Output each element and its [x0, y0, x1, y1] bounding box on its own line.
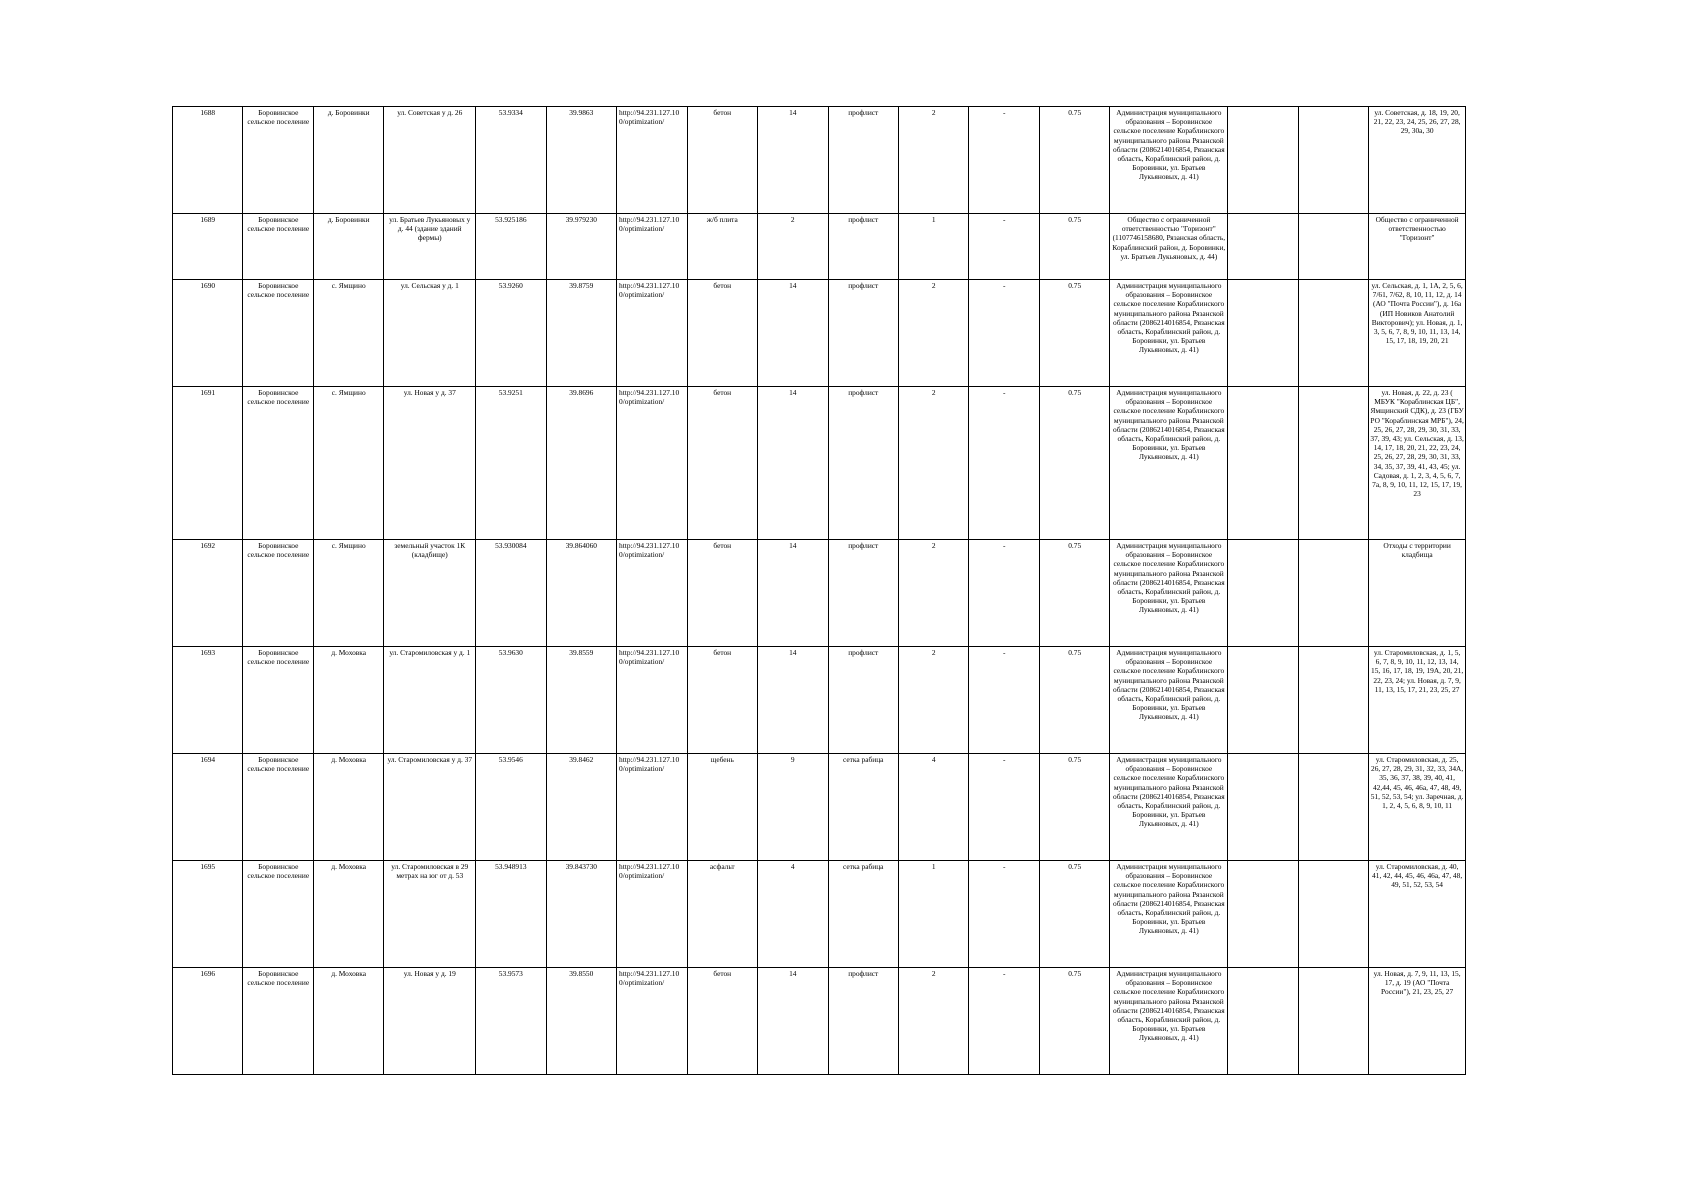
container-volume-cell: 0.75 [1039, 647, 1109, 754]
owner-cell: Администрация муниципального образования – Боровинское сельское поселение Кораблинского муниципального района Рязанской области (2086214016854, Рязанская область, Кораблинский район, д. Боровинки, ул. Братьев Лукьяновых, д. 41) [1110, 280, 1228, 387]
row-number-cell: 1692 [173, 540, 243, 647]
containers-count-cell: 4 [898, 754, 968, 861]
fence-cell: профлист [828, 107, 898, 214]
locality-cell: с. Ямщино [313, 387, 383, 540]
bunkers-count-cell: - [969, 387, 1039, 540]
map-link-cell[interactable]: http://94.231.127.10 0/optimization/ [617, 754, 687, 861]
row-number-cell: 1695 [173, 861, 243, 968]
address-cell: ул. Новая у д. 37 [384, 387, 476, 540]
empty-cell [1228, 540, 1298, 647]
latitude-cell: 53.9334 [476, 107, 546, 214]
locality-cell: д. Моховка [313, 968, 383, 1075]
bunkers-count-cell: - [969, 280, 1039, 387]
owner-cell: Администрация муниципального образования – Боровинское сельское поселение Кораблинского муниципального района Рязанской области (2086214016854, Рязанская область, Кораблинский район, д. Боровинки, ул. Братьев Лукьяновых, д. 41) [1110, 387, 1228, 540]
settlement-cell: Боровинское сельское поселение [243, 280, 313, 387]
fence-cell: профлист [828, 214, 898, 280]
owner-cell: Администрация муниципального образования – Боровинское сельское поселение Кораблинского муниципального района Рязанской области (2086214016854, Рязанская область, Кораблинский район, д. Боровинки, ул. Братьев Лукьяновых, д. 41) [1110, 647, 1228, 754]
area-cell: 2 [758, 214, 828, 280]
latitude-cell: 53.9546 [476, 754, 546, 861]
area-cell: 14 [758, 387, 828, 540]
container-volume-cell: 0.75 [1039, 968, 1109, 1075]
bunkers-count-cell: - [969, 647, 1039, 754]
surface-cell: щебень [687, 754, 757, 861]
fence-cell: профлист [828, 540, 898, 647]
settlement-cell: Боровинское сельское поселение [243, 861, 313, 968]
row-number-cell: 1688 [173, 107, 243, 214]
container-volume-cell: 0.75 [1039, 214, 1109, 280]
surface-cell: бетон [687, 107, 757, 214]
map-link-cell[interactable]: http://94.231.127.10 0/optimization/ [617, 647, 687, 754]
waste-sources-cell: ул. Старомиловская, д. 25, 26, 27, 28, 29, 31, 32, 33, 34А, 35, 36, 37, 38, 39, 40, 41, 42,44, 45, 46, 46а, 47, 48, 49, 51, 52, 53, 54; ул. Заречная, д. 1, 2, 4, 5, 6, 8, 9, 10, 11 [1369, 754, 1466, 861]
empty-cell [1228, 387, 1298, 540]
empty-cell [1298, 280, 1368, 387]
locality-cell: д. Моховка [313, 861, 383, 968]
address-cell: ул. Братьев Лукьяновых у д. 44 (здание зданий фермы) [384, 214, 476, 280]
owner-cell: Общество с ограниченной ответственностью "Горизонт" (1107746158680, Рязанская область, Кораблинский район, д. Боровинки, ул. Братьев Лукьяновых, д. 44) [1110, 214, 1228, 280]
registry-body [173, 107, 1466, 1075]
settlement-cell: Боровинское сельское поселение [243, 387, 313, 540]
longitude-cell: 39.8759 [546, 280, 616, 387]
address-cell: ул. Сельская у д. 1 [384, 280, 476, 387]
table-row [173, 540, 1466, 647]
map-link-cell[interactable]: http://94.231.127.10 0/optimization/ [617, 280, 687, 387]
locality-cell: д. Моховка [313, 754, 383, 861]
area-cell: 14 [758, 540, 828, 647]
container-volume-cell: 0.75 [1039, 280, 1109, 387]
table-row [173, 387, 1466, 540]
address-cell: ул. Старомиловская в 29 метрах на юг от д. 53 [384, 861, 476, 968]
map-link-cell[interactable]: http://94.231.127.10 0/optimization/ [617, 387, 687, 540]
fence-cell: сетка рабица [828, 861, 898, 968]
address-cell: земельный участок 1К (кладбище) [384, 540, 476, 647]
address-cell: ул. Старомиловская у д. 1 [384, 647, 476, 754]
surface-cell: ж/б плита [687, 214, 757, 280]
area-cell: 14 [758, 107, 828, 214]
container-volume-cell: 0.75 [1039, 107, 1109, 214]
containers-count-cell: 1 [898, 214, 968, 280]
container-volume-cell: 0.75 [1039, 540, 1109, 647]
locality-cell: д. Моховка [313, 647, 383, 754]
empty-cell [1298, 214, 1368, 280]
containers-count-cell: 2 [898, 647, 968, 754]
area-cell: 14 [758, 280, 828, 387]
longitude-cell: 39.8462 [546, 754, 616, 861]
locality-cell: с. Ямщино [313, 540, 383, 647]
longitude-cell: 39.864060 [546, 540, 616, 647]
row-number-cell: 1696 [173, 968, 243, 1075]
locality-cell: д. Боровинки [313, 214, 383, 280]
settlement-cell: Боровинское сельское поселение [243, 107, 313, 214]
fence-cell: профлист [828, 280, 898, 387]
longitude-cell: 39.8559 [546, 647, 616, 754]
empty-cell [1228, 107, 1298, 214]
container-volume-cell: 0.75 [1039, 861, 1109, 968]
fence-cell: профлист [828, 647, 898, 754]
bunkers-count-cell: - [969, 107, 1039, 214]
address-cell: ул. Советская у д. 26 [384, 107, 476, 214]
empty-cell [1298, 968, 1368, 1075]
settlement-cell: Боровинское сельское поселение [243, 647, 313, 754]
surface-cell: бетон [687, 647, 757, 754]
latitude-cell: 53.9251 [476, 387, 546, 540]
containers-count-cell: 1 [898, 861, 968, 968]
owner-cell: Администрация муниципального образования – Боровинское сельское поселение Кораблинского муниципального района Рязанской области (2086214016854, Рязанская область, Кораблинский район, д. Боровинки, ул. Братьев Лукьяновых, д. 41) [1110, 861, 1228, 968]
waste-sources-cell: ул. Старомиловская, д. 1, 5, 6, 7, 8, 9, 10, 11, 12, 13, 14, 15, 16, 17, 18, 19, 19А, 20, 21, 22, 23, 24; ул. Новая, д. 7, 9, 11, 13, 15, 17, 21, 23, 25, 27 [1369, 647, 1466, 754]
table-row [173, 214, 1466, 280]
containers-count-cell: 2 [898, 540, 968, 647]
locality-cell: д. Боровинки [313, 107, 383, 214]
waste-sources-cell: ул. Новая, д. 7, 9, 11, 13, 15, 17, д. 19 (АО "Почта России"), 21, 23, 25, 27 [1369, 968, 1466, 1075]
bunkers-count-cell: - [969, 861, 1039, 968]
address-cell: ул. Новая у д. 19 [384, 968, 476, 1075]
latitude-cell: 53.9630 [476, 647, 546, 754]
fence-cell: сетка рабица [828, 754, 898, 861]
longitude-cell: 39.9863 [546, 107, 616, 214]
container-volume-cell: 0.75 [1039, 754, 1109, 861]
area-cell: 9 [758, 754, 828, 861]
row-number-cell: 1694 [173, 754, 243, 861]
waste-sources-cell: ул. Старомиловская, д. 40, 41, 42, 44, 45, 46, 46а, 47, 48, 49, 51, 52, 53, 54 [1369, 861, 1466, 968]
surface-cell: бетон [687, 280, 757, 387]
row-number-cell: 1693 [173, 647, 243, 754]
area-cell: 14 [758, 647, 828, 754]
map-link-cell[interactable]: http://94.231.127.10 0/optimization/ [617, 968, 687, 1075]
settlement-cell: Боровинское сельское поселение [243, 754, 313, 861]
settlement-cell: Боровинское сельское поселение [243, 968, 313, 1075]
surface-cell: бетон [687, 387, 757, 540]
settlement-cell: Боровинское сельское поселение [243, 540, 313, 647]
settlement-cell: Боровинское сельское поселение [243, 214, 313, 280]
row-number-cell: 1691 [173, 387, 243, 540]
owner-cell: Администрация муниципального образования – Боровинское сельское поселение Кораблинского муниципального района Рязанской области (2086214016854, Рязанская область, Кораблинский район, д. Боровинки, ул. Братьев Лукьяновых, д. 41) [1110, 968, 1228, 1075]
table-row [173, 280, 1466, 387]
area-cell: 4 [758, 861, 828, 968]
waste-sources-cell: Общество с ограниченной ответственностью "Горизонт" [1369, 214, 1466, 280]
empty-cell [1228, 861, 1298, 968]
area-cell: 14 [758, 968, 828, 1075]
empty-cell [1298, 754, 1368, 861]
empty-cell [1228, 968, 1298, 1075]
empty-cell [1298, 861, 1368, 968]
table-row [173, 647, 1466, 754]
surface-cell: асфальт [687, 861, 757, 968]
containers-count-cell: 2 [898, 968, 968, 1075]
fence-cell: профлист [828, 968, 898, 1075]
longitude-cell: 39.979230 [546, 214, 616, 280]
containers-count-cell: 2 [898, 107, 968, 214]
bunkers-count-cell: - [969, 540, 1039, 647]
map-link-cell[interactable]: http://94.231.127.10 0/optimization/ [617, 107, 687, 214]
latitude-cell: 53.948913 [476, 861, 546, 968]
waste-sources-cell: Отходы с территории кладбища [1369, 540, 1466, 647]
container-volume-cell: 0.75 [1039, 387, 1109, 540]
table-row [173, 968, 1466, 1075]
owner-cell: Администрация муниципального образования – Боровинское сельское поселение Кораблинского муниципального района Рязанской области (2086214016854, Рязанская область, Кораблинский район, д. Боровинки, ул. Братьев Лукьяновых, д. 41) [1110, 107, 1228, 214]
empty-cell [1228, 214, 1298, 280]
latitude-cell: 53.9260 [476, 280, 546, 387]
table-row [173, 861, 1466, 968]
latitude-cell: 53.925186 [476, 214, 546, 280]
waste-sources-cell: ул. Сельская, д. 1, 1А, 2, 5, 6, 7/61, 7/62, 8, 10, 11, 12, д. 14 (АО "Почта России"), д. 16а (ИП Новиков Анатолий Викторович); ул. Новая, д. 1, 3, 5, 6, 7, 8, 9, 10, 11, 13, 14, 15, 17, 18, 19, 20, 21 [1369, 280, 1466, 387]
surface-cell: бетон [687, 540, 757, 647]
locality-cell: с. Ямщино [313, 280, 383, 387]
owner-cell: Администрация муниципального образования – Боровинское сельское поселение Кораблинского муниципального района Рязанской области (2086214016854, Рязанская область, Кораблинский район, д. Боровинки, ул. Братьев Лукьяновых, д. 41) [1110, 540, 1228, 647]
waste-sources-cell: ул. Новая, д. 22, д. 23 ( МБУК "Кораблинская ЦБ", Ямщинский СДК), д. 23 (ГБУ РО "Кораблинская МРБ"), 24, 25, 26, 27, 28, 29, 30, 31, 33, 37, 39, 43; ул. Сельская, д. 13, 14, 17, 18, 20, 21, 22, 23, 24, 25, 26, 27, 28, 29, 30, 31, 33, 34, 35, 37, 39, 41, 43, 45; ул. Садовая, д. 1, 2, 3, 4, 5, 6, 7, 7а, 8, 9, 10, 11, 12, 15, 17, 19, 23 [1369, 387, 1466, 540]
empty-cell [1298, 647, 1368, 754]
fence-cell: профлист [828, 387, 898, 540]
surface-cell: бетон [687, 968, 757, 1075]
containers-count-cell: 2 [898, 387, 968, 540]
bunkers-count-cell: - [969, 968, 1039, 1075]
latitude-cell: 53.930084 [476, 540, 546, 647]
empty-cell [1298, 107, 1368, 214]
empty-cell [1228, 754, 1298, 861]
row-number-cell: 1690 [173, 280, 243, 387]
row-number-cell: 1689 [173, 214, 243, 280]
bunkers-count-cell: - [969, 754, 1039, 861]
latitude-cell: 53.9573 [476, 968, 546, 1075]
empty-cell [1298, 540, 1368, 647]
bunkers-count-cell: - [969, 214, 1039, 280]
map-link-cell[interactable]: http://94.231.127.10 0/optimization/ [617, 540, 687, 647]
empty-cell [1298, 387, 1368, 540]
empty-cell [1228, 280, 1298, 387]
empty-cell [1228, 647, 1298, 754]
table-row [173, 107, 1466, 214]
owner-cell: Администрация муниципального образования – Боровинское сельское поселение Кораблинского муниципального района Рязанской области (2086214016854, Рязанская область, Кораблинский район, д. Боровинки, ул. Братьев Лукьяновых, д. 41) [1110, 754, 1228, 861]
waste-sources-cell: ул. Советская, д. 18, 19, 20, 21, 22, 23, 24, 25, 26, 27, 28, 29, 30а, 30 [1369, 107, 1466, 214]
longitude-cell: 39.8696 [546, 387, 616, 540]
containers-count-cell: 2 [898, 280, 968, 387]
map-link-cell[interactable]: http://94.231.127.10 0/optimization/ [617, 861, 687, 968]
table-row [173, 754, 1466, 861]
address-cell: ул. Старомиловская у д. 37 [384, 754, 476, 861]
longitude-cell: 39.843730 [546, 861, 616, 968]
registry-table [172, 106, 1466, 1075]
map-link-cell[interactable]: http://94.231.127.10 0/optimization/ [617, 214, 687, 280]
longitude-cell: 39.8550 [546, 968, 616, 1075]
